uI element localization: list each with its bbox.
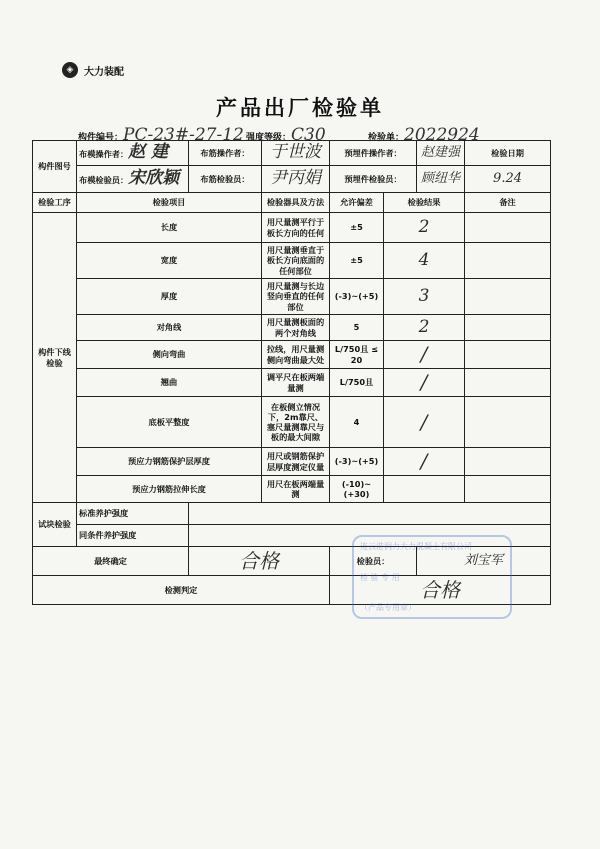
item-result: /	[384, 341, 465, 369]
operator-row	[33, 141, 551, 166]
item-result	[384, 476, 465, 503]
col-tolerance: 允许偏差	[330, 193, 384, 213]
formwork-inspector-signature: 宋欣颖	[128, 168, 180, 189]
item-name: 长度	[77, 213, 262, 243]
item-tolerance: ±5	[330, 243, 384, 279]
col-item: 检验项目	[77, 193, 262, 213]
item-result: /	[384, 369, 465, 397]
trial-label: 试块检验	[33, 503, 77, 547]
strength-grade: 强度等级：C30	[246, 125, 326, 145]
item-row	[33, 243, 551, 279]
item-row	[33, 315, 551, 341]
item-method: 用尺在板两端量测	[262, 476, 330, 503]
item-method: 用尺量测板面的两个对角线	[262, 315, 330, 341]
item-method: 用尺量测平行于板长方向的任何	[262, 213, 330, 243]
col-result: 检验结果	[384, 193, 465, 213]
col-process: 检验工序	[33, 193, 77, 213]
item-tolerance: (-3)~(+5)	[330, 448, 384, 476]
final-label: 最终确定	[33, 547, 189, 576]
inspector-row	[33, 166, 551, 193]
trial-same: 同条件养护强度	[77, 525, 189, 547]
process-group-label: 构件下线 检验	[33, 213, 77, 503]
item-result: 2	[384, 315, 465, 341]
test-value: 合格	[330, 576, 551, 605]
item-method: 在板侧立情况下，2m靠尺、塞尺量测靠尺与板的最大间隙	[262, 397, 330, 448]
formwork-operator-cell: 布模操作者：赵 建	[77, 141, 189, 166]
item-row	[33, 448, 551, 476]
item-remark	[465, 369, 551, 397]
item-tolerance: L/750且	[330, 369, 384, 397]
item-row	[33, 476, 551, 503]
item-remark	[465, 397, 551, 448]
item-row	[33, 369, 551, 397]
item-tolerance: 5	[330, 315, 384, 341]
drawing-no-label: 构件图号	[33, 141, 77, 193]
inspector-signature: 刘宝军	[417, 547, 551, 576]
embed-inspector-signature: 顾纽华	[417, 166, 465, 193]
item-result: /	[384, 448, 465, 476]
col-remark: 备注	[465, 193, 551, 213]
item-method: 用尺量测垂直于板长方向底面的任何部位	[262, 243, 330, 279]
item-method: 拉线，用尺量测侧向弯曲最大处	[262, 341, 330, 369]
logo-icon: ◈	[62, 62, 78, 78]
inspection-no: 检验单：2022924	[368, 125, 480, 145]
item-method: 调平尺在板两端量测	[262, 369, 330, 397]
date-label: 检验日期	[465, 141, 551, 166]
final-value: 合格	[189, 547, 330, 576]
company-name: 大力装配	[84, 66, 124, 78]
item-name: 厚度	[77, 279, 262, 315]
inspector-label: 检验员：	[330, 547, 417, 576]
item-tolerance: (-3)~(+5)	[330, 279, 384, 315]
item-method: 用尺量测与长边竖向垂直的任何部位	[262, 279, 330, 315]
item-method: 用尺或钢筋保护层厚度测定仪量	[262, 448, 330, 476]
item-remark	[465, 315, 551, 341]
item-remark	[465, 243, 551, 279]
trial-standard-value	[189, 503, 551, 525]
item-name: 对角线	[77, 315, 262, 341]
embed-operator-signature: 赵建强	[417, 141, 465, 166]
trial-row-standard	[33, 503, 551, 525]
item-result: 2	[384, 213, 465, 243]
col-method: 检验器具及方法	[262, 193, 330, 213]
item-name: 翘曲	[77, 369, 262, 397]
item-name: 预应力钢筋保护层厚度	[77, 448, 262, 476]
item-result: 3	[384, 279, 465, 315]
item-remark	[465, 279, 551, 315]
item-row	[33, 341, 551, 369]
rebar-operator-label: 布筋操作者：	[189, 141, 262, 166]
item-name: 侧向弯曲	[77, 341, 262, 369]
company-logo	[62, 62, 124, 78]
item-row	[33, 279, 551, 315]
item-remark	[465, 448, 551, 476]
inspection-date: 9.24	[465, 166, 551, 193]
formwork-inspector-cell: 布模检验员：宋欣颖	[77, 166, 189, 193]
item-tolerance: L/750且 ≤ 20	[330, 341, 384, 369]
rebar-inspector-label: 布筋检验员：	[189, 166, 262, 193]
item-name: 底板平整度	[77, 397, 262, 448]
page-title: 产品出厂检验单	[216, 95, 384, 120]
formwork-operator-signature: 赵 建	[128, 142, 169, 163]
rebar-operator-signature: 于世波	[262, 141, 330, 166]
item-remark	[465, 476, 551, 503]
item-tolerance: ±5	[330, 213, 384, 243]
item-tolerance: 4	[330, 397, 384, 448]
item-row	[33, 213, 551, 243]
company-seal: 连云港润力大力混凝土有限公司 检 验 专 用 （产品专用章）	[352, 535, 512, 619]
column-header-row	[33, 193, 551, 213]
item-name: 宽度	[77, 243, 262, 279]
component-no: 构件编号：PC-23#-27-12	[78, 125, 244, 145]
embed-operator-label: 预埋件操作者：	[330, 141, 417, 166]
item-name: 预应力钢筋拉伸长度	[77, 476, 262, 503]
rebar-inspector-signature: 尹丙娟	[262, 166, 330, 193]
test-label: 检测判定	[33, 576, 330, 605]
item-remark	[465, 213, 551, 243]
item-result: 4	[384, 243, 465, 279]
item-result: /	[384, 397, 465, 448]
item-tolerance: (-10)~(+30)	[330, 476, 384, 503]
item-row	[33, 397, 551, 448]
embed-inspector-label: 预埋件检验员：	[330, 166, 417, 193]
item-remark	[465, 341, 551, 369]
trial-standard: 标准养护强度	[77, 503, 189, 525]
